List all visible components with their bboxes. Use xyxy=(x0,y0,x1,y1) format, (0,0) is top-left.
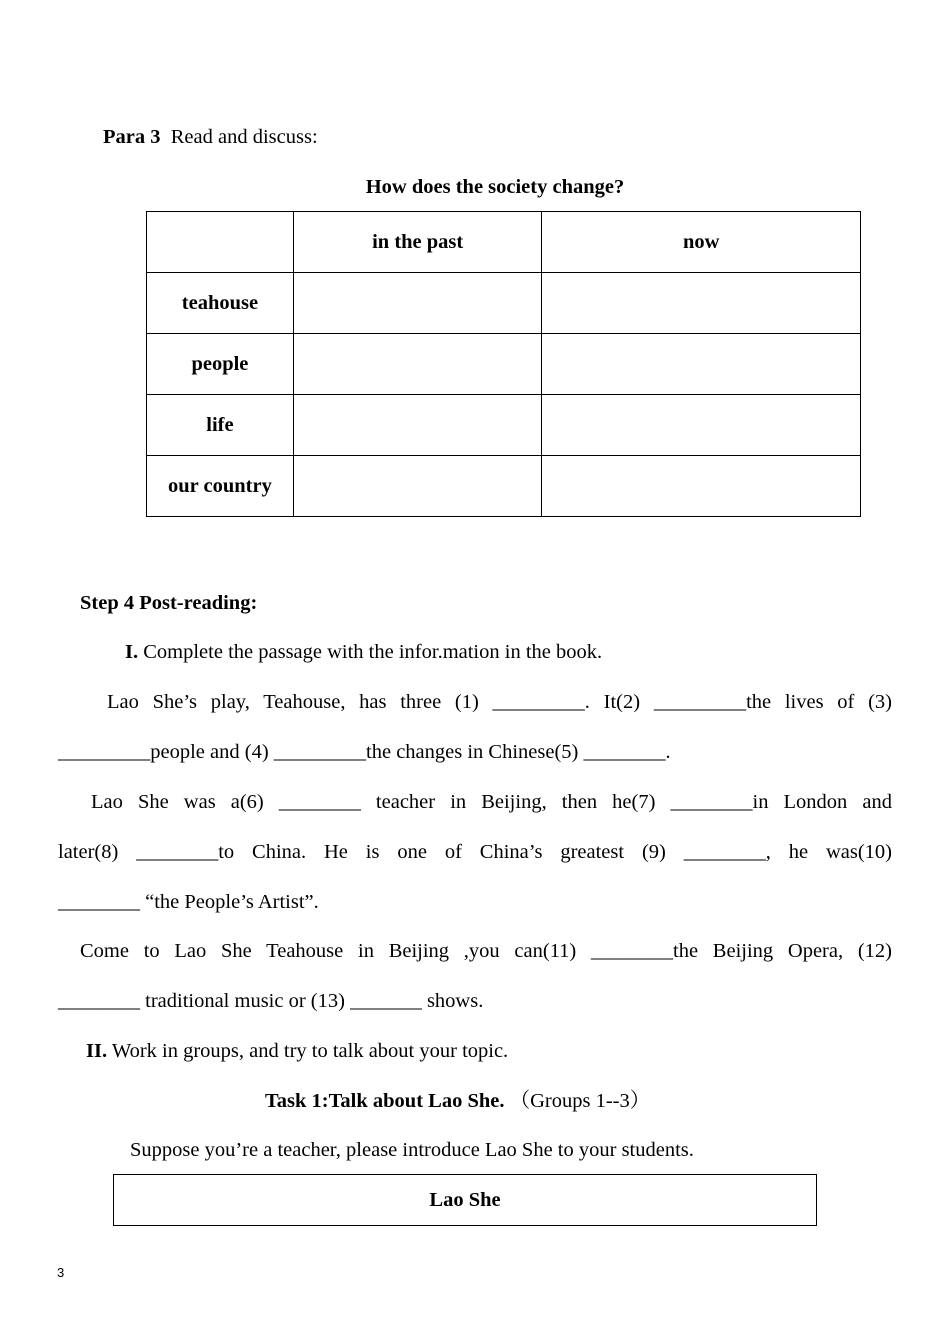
task1-heading xyxy=(265,1087,650,1115)
cell-now xyxy=(542,334,861,395)
page-number: 3 xyxy=(57,1265,65,1280)
passage-p1-line2: _________people and (4) _________the changes in Chinese(5) ________. xyxy=(58,741,671,763)
suppose-instruction: Suppose you’re a teacher, please introduce Lao She to your students. xyxy=(130,1139,694,1161)
table-row xyxy=(147,395,861,456)
table-header-past: in the past xyxy=(293,212,542,273)
passage-p3-line2: ________ traditional music or (13) _______ shows. xyxy=(58,990,484,1012)
passage-p1-line1: Lao She’s play, Teahouse, has three (1) _________. It(2) _________the lives of (3) xyxy=(107,691,892,713)
part1-instruction xyxy=(125,638,602,666)
table-title: How does the society change? xyxy=(365,176,625,198)
cell-now xyxy=(542,395,861,456)
passage-p2-line3: ________ “the People’s Artist”. xyxy=(58,891,319,913)
table-header-empty xyxy=(147,212,294,273)
part2-text: Work in groups, and try to talk about your topic. xyxy=(111,1040,509,1062)
part1-text: Complete the passage with the infor.mation in the book. xyxy=(143,641,603,663)
task1-groups: （Groups 1--3） xyxy=(509,1090,651,1112)
passage-p3-line1: Come to Lao She Teahouse in Beijing ,you can(11) ________the Beijing Opera, (12) xyxy=(80,940,892,962)
cell-now xyxy=(542,456,861,517)
part2-label: II. xyxy=(86,1040,108,1062)
cell-past xyxy=(293,395,542,456)
row-label: our country xyxy=(147,456,294,517)
part2-instruction xyxy=(86,1037,508,1065)
cell-past xyxy=(293,456,542,517)
table-row xyxy=(147,456,861,517)
society-change-table xyxy=(146,211,861,517)
cell-now xyxy=(542,273,861,334)
table-header-row xyxy=(147,212,861,273)
cell-past xyxy=(293,273,542,334)
passage-p2-line1: Lao She was a(6) ________ teacher in Beijing, then he(7) ________in London and xyxy=(91,791,892,813)
part1-label: I. xyxy=(125,641,139,663)
para3-text: Read and discuss: xyxy=(170,126,318,148)
task1-title: Task 1:Talk about Lao She. xyxy=(265,1090,505,1112)
lao-she-box xyxy=(113,1174,817,1226)
passage-p2-line2: later(8) ________to China. He is one of China’s greatest (9) ________, he was(10) xyxy=(58,841,892,863)
table-header-now: now xyxy=(542,212,861,273)
row-label: people xyxy=(147,334,294,395)
lao-she-box-title: Lao She xyxy=(429,1188,501,1211)
step4-heading: Step 4 Post-reading: xyxy=(80,592,258,614)
table-row xyxy=(147,273,861,334)
cell-past xyxy=(293,334,542,395)
para3-label: Para 3 xyxy=(103,126,161,148)
row-label: life xyxy=(147,395,294,456)
para3-heading xyxy=(103,123,318,151)
row-label: teahouse xyxy=(147,273,294,334)
table-row xyxy=(147,334,861,395)
